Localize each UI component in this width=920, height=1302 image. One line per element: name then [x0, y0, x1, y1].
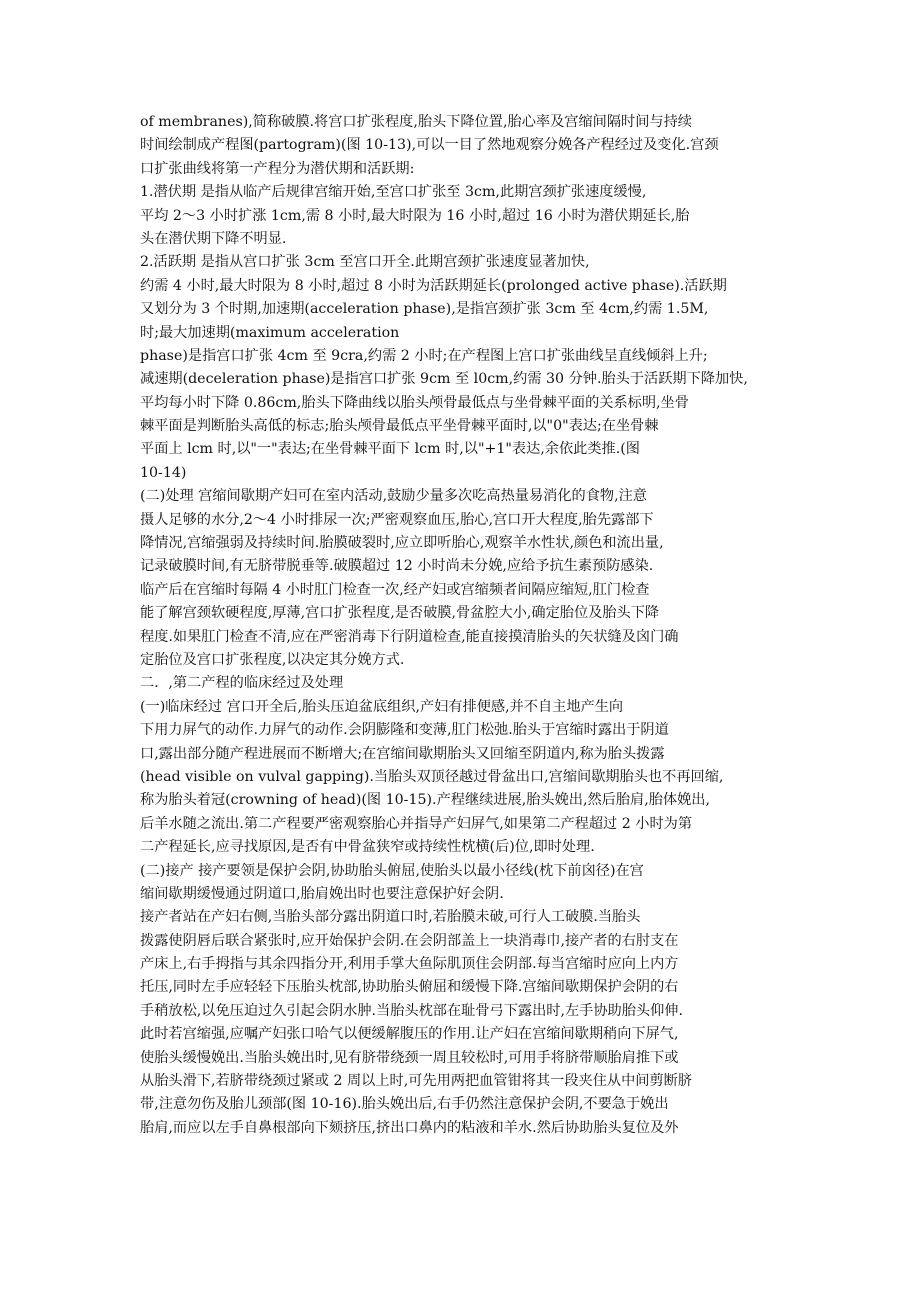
text-line: (二)处理 宫缩间歇期产妇可在室内活动,鼓励少量多次吃高热量易消化的食物,注意	[140, 488, 647, 505]
text-line: 口,露出部分随产程进展而不断增大;在宫缩间歇期胎头又回缩至阴道内,称为胎头拨露	[140, 745, 665, 762]
text-line: 又划分为 3 个时期,加速期(acceleration phase),是指宫颈扩张 3cm 至 4cm,约需 1.5M,	[140, 301, 709, 318]
text-line: 缩间歇期缓慢通过阴道口,胎肩娩出时也要注意保护好会阴.	[140, 885, 504, 902]
text-line: 从胎头滑下,若脐带绕颈过紧或 2 周以上时,可先用两把血管钳将其一段夹住从中间剪断脐	[140, 1073, 693, 1090]
text-line: 减速期(deceleration phase)是指宫口扩张 9cm 至 l0cm,约需 30 分钟.胎头于活跃期下降加快,	[140, 371, 748, 388]
text-line: 接产者站在产妇右侧,当胎头部分露出阴道口时,若胎膜未破,可行人工破膜.当胎头	[140, 909, 641, 926]
text-line: 1.潜伏期 是指从临产后规律宫缩开始,至宫口扩张至 3cm,此期宫颈扩张速度缓慢,	[140, 184, 647, 201]
text-line: 使胎头缓慢娩出.当胎头娩出时,见有脐带绕颈一周且较松时,可用手将脐带顺胎肩推下或	[140, 1049, 679, 1066]
text-line: 平均每小时下降 0.86cm,胎头下降曲线以胎头颅骨最低点与坐骨棘平面的关系标明,坐骨	[140, 394, 689, 411]
text-line: 下用力屏气的动作.力屏气的动作.会阴膨隆和变薄,肛门松弛.胎头于宫缩时露出于阴道	[140, 722, 669, 739]
text-line: of membranes),简称破膜.将宫口扩张程度,胎头下降位置,胎心率及宫缩间隔时间与持续	[140, 114, 692, 130]
text-line: 程度.如果肛门检查不清,应在严密消毒下行阴道检查,能直接摸清胎头的矢状缝及囟门确	[140, 628, 679, 645]
text-line: 降情况,宫缩强弱及持续时间.胎膜破裂时,应立即听胎心,观察羊水性状,颜色和流出量,	[140, 535, 664, 552]
text-line: 能了解宫颈软硬程度,厚薄,宫口扩张程度,是否破膜,骨盆腔大小,确定胎位及胎头下降	[140, 605, 660, 622]
text-line: 临产后在宫缩时每隔 4 小时肛门检查一次,经产妇或宫缩频者间隔应缩短,肛门检查	[140, 581, 650, 598]
text-line: 二产程延长,应寻找原因,是否有中骨盆狭窄或持续性枕横(后)位,即时处理.	[140, 839, 595, 856]
text-line: 拨露使阴唇后联合紧张时,应开始保护会阴.在会阴部盖上一块消毒巾,接产者的右肘支在	[140, 932, 679, 949]
text-line: 称为胎头着冠(crowning of head)(图 10-15).产程继续进展,胎头娩出,然后胎肩,胎体娩出,	[140, 792, 710, 809]
text-line: 棘平面是判断胎头高低的标志;胎头颅骨最低点平坐骨棘平面时,以"0"表达;在坐骨棘	[140, 418, 659, 435]
text-line: 摄人足够的水分,2～4 小时排尿一次;严密观察血压,胎心,宫口开大程度,胎先露部下	[140, 511, 654, 528]
text-line: 约需 4 小时,最大时限为 8 小时,超过 8 小时为活跃期延长(prolonged active phase).活跃期	[140, 277, 727, 294]
text-line: 2.活跃期 是指从宫口扩张 3cm 至宫口开全.此期宫颈扩张速度显著加快,	[140, 254, 590, 271]
text-line: 口扩张曲线将第一产程分为潜伏期和活跃期:	[140, 160, 415, 177]
section-heading: 二．,第二产程的临床经过及处理	[140, 675, 344, 692]
text-line: 平均 2～3 小时扩涨 1cm,需 8 小时,最大时限为 16 小时,超过 16 小时为潜伏期延长,胎	[140, 207, 690, 224]
text-line: 定胎位及宫口扩张程度,以决定其分娩方式.	[140, 651, 405, 668]
text-line: (head visible on vulval gapping).当胎头双顶径越过骨盆出口,宫缩间歇期胎头也不再回缩,	[140, 768, 724, 785]
text-line: 此时若宫缩强,应嘱产妇张口哈气以便缓解腹压的作用.让产妇在宫缩间歇期稍向下屏气,	[140, 1026, 679, 1043]
document-body	[140, 111, 780, 1140]
text-line: 产床上,右手拇指与其余四指分开,利用手掌大鱼际肌顶住会阴部.每当宫缩时应向上内方	[140, 956, 679, 973]
text-line: 时;最大加速期(maximum acceleration	[140, 324, 400, 341]
text-line: 时间绘制成产程图(partogram)(图 10-13),可以一目了然地观察分娩各产程经过及变化.宫颈	[140, 137, 719, 154]
text-line: 10-14)	[140, 464, 187, 481]
text-line: (二)接产 接产要领是保护会阴,协助胎头俯屈,使胎头以最小径线(枕下前囟径)在宫	[140, 862, 644, 879]
text-line: 后羊水随之流出.第二产程要严密观察胎心并指导产妇屏气,如果第二产程超过 2 小时为第	[140, 815, 693, 832]
text-line: (一)临床经过 宫口开全后,胎头压迫盆底组织,产妇有排便感,并不自主地产生向	[140, 698, 624, 715]
text-line: 带,注意勿伤及胎儿颈部(图 10-16).胎头娩出后,右手仍然注意保护会阴,不要急于娩出	[140, 1096, 669, 1113]
text-line: 胎肩,而应以左手自鼻根部向下颏挤压,挤出口鼻内的粘液和羊水.然后协助胎头复位及外	[140, 1119, 679, 1136]
text-line: phase)是指宫口扩张 4cm 至 9cra,约需 2 小时;在产程图上宫口扩张曲线呈直线倾斜上升;	[140, 347, 708, 364]
text-line: 手稍放松,以免压迫过久引起会阴水肿.当胎头枕部在耻骨弓下露出时,左手协助胎头仰伸.	[140, 1002, 683, 1019]
text-line: 记录破膜时间,有无脐带脱垂等.破膜超过 12 小时尚未分娩,应给予抗生素预防感染.	[140, 558, 654, 575]
text-line: 托压,同时左手应轻轻下压胎头枕部,协助胎头俯屈和缓慢下降.宫缩间歇期保护会阴的右	[140, 979, 679, 996]
text-line: 平面上 lcm 时,以"一"表达;在坐骨棘平面下 lcm 时,以"+1"表达,余依此类推.(图	[140, 441, 640, 458]
text-line: 头在潜伏期下降不明显.	[140, 230, 287, 247]
